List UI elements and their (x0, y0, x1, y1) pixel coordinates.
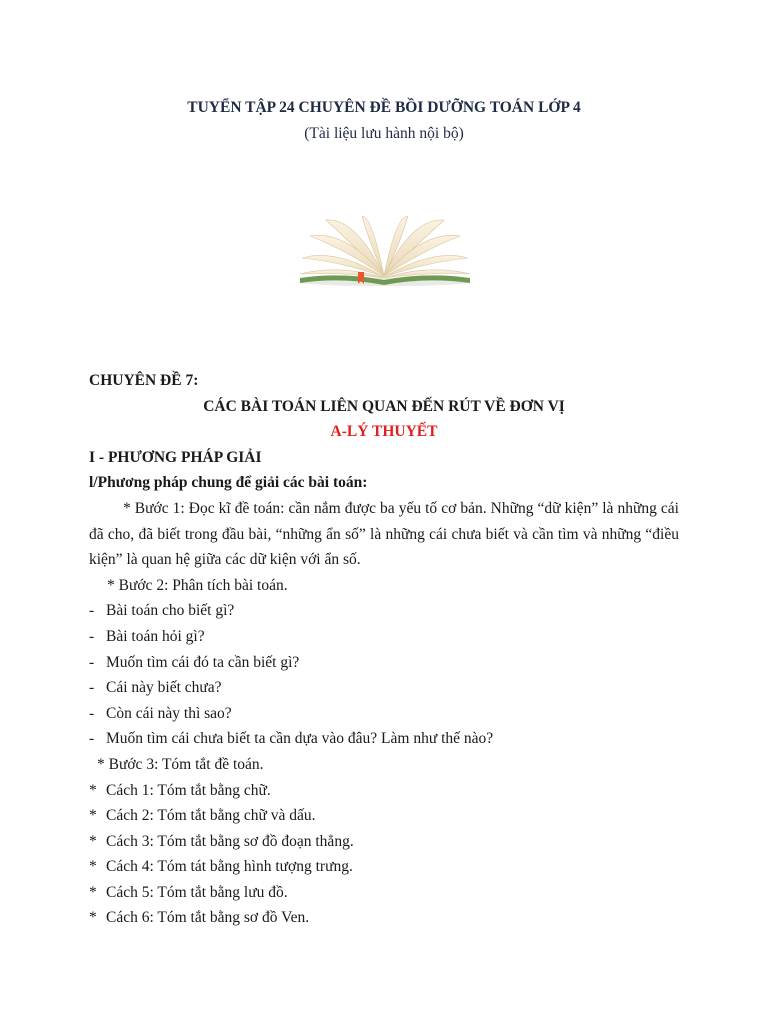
list-item: - Muốn tìm cái chưa biết ta cần dựa vào đâu? Làm như thế nào? (89, 730, 494, 748)
list-item: - Cái này biết chưa? (89, 679, 222, 697)
list-item: - Muốn tìm cái đó ta cần biết gì? (89, 653, 300, 671)
document-title: TUYỂN TẬP 24 CHUYÊN ĐỀ BỒI DƯỠNG TOÁN LỚP 4 (187, 99, 581, 116)
list-item: * Cách 2: Tóm tắt bằng chữ và dấu. (89, 807, 316, 825)
list-item: - Bài toán hỏi gì? (89, 627, 205, 645)
list-item: - Còn cái này thì sao? (89, 704, 232, 722)
list-item: * Cách 4: Tóm tát bằng hình tượng trưng. (89, 858, 353, 876)
document-subtitle: (Tài liệu lưu hành nội bộ) (304, 125, 464, 142)
chapter-label: CHUYÊN ĐỀ 7: (89, 372, 199, 389)
step-2-paragraph: * Bước 2: Phân tích bài toán. (107, 576, 288, 594)
step-1-paragraph: * Bước 1: Đọc kĩ đề toán: cần nắm được ba yếu tố cơ bản. Những “dữ kiện” là những cái đã cho, đã biết trong đầu bài, “những ẩn số” là những cái chưa biết và cần tìm và những “điều kiện” là quan hệ giữa các dữ kiện với ẩn số. (89, 499, 679, 569)
part-heading: A-LÝ THUYẾT (330, 423, 438, 441)
document-body (89, 368, 679, 931)
list-item: * Cách 6: Tóm tắt bằng sơ đồ Ven. (89, 909, 310, 927)
step-3-paragraph: * Bước 3: Tóm tắt đề toán. (97, 755, 264, 773)
list-item: * Cách 5: Tóm tắt bằng lưu đồ. (89, 883, 288, 901)
section-subheading: l/Phương pháp chung để giải các bài toán: (89, 474, 368, 492)
open-book-icon (296, 214, 474, 288)
list-item: * Cách 3: Tóm tắt bằng sơ đồ đoạn thẳng. (89, 832, 354, 850)
chapter-title: CÁC BÀI TOÁN LIÊN QUAN ĐẾN RÚT VỀ ĐƠN VỊ (203, 397, 565, 415)
list-item: - Bài toán cho biết gì? (89, 602, 235, 620)
list-item: * Cách 1: Tóm tắt bằng chữ. (89, 781, 271, 799)
section-heading: I - PHƯƠNG PHÁP GIẢI (89, 448, 262, 466)
